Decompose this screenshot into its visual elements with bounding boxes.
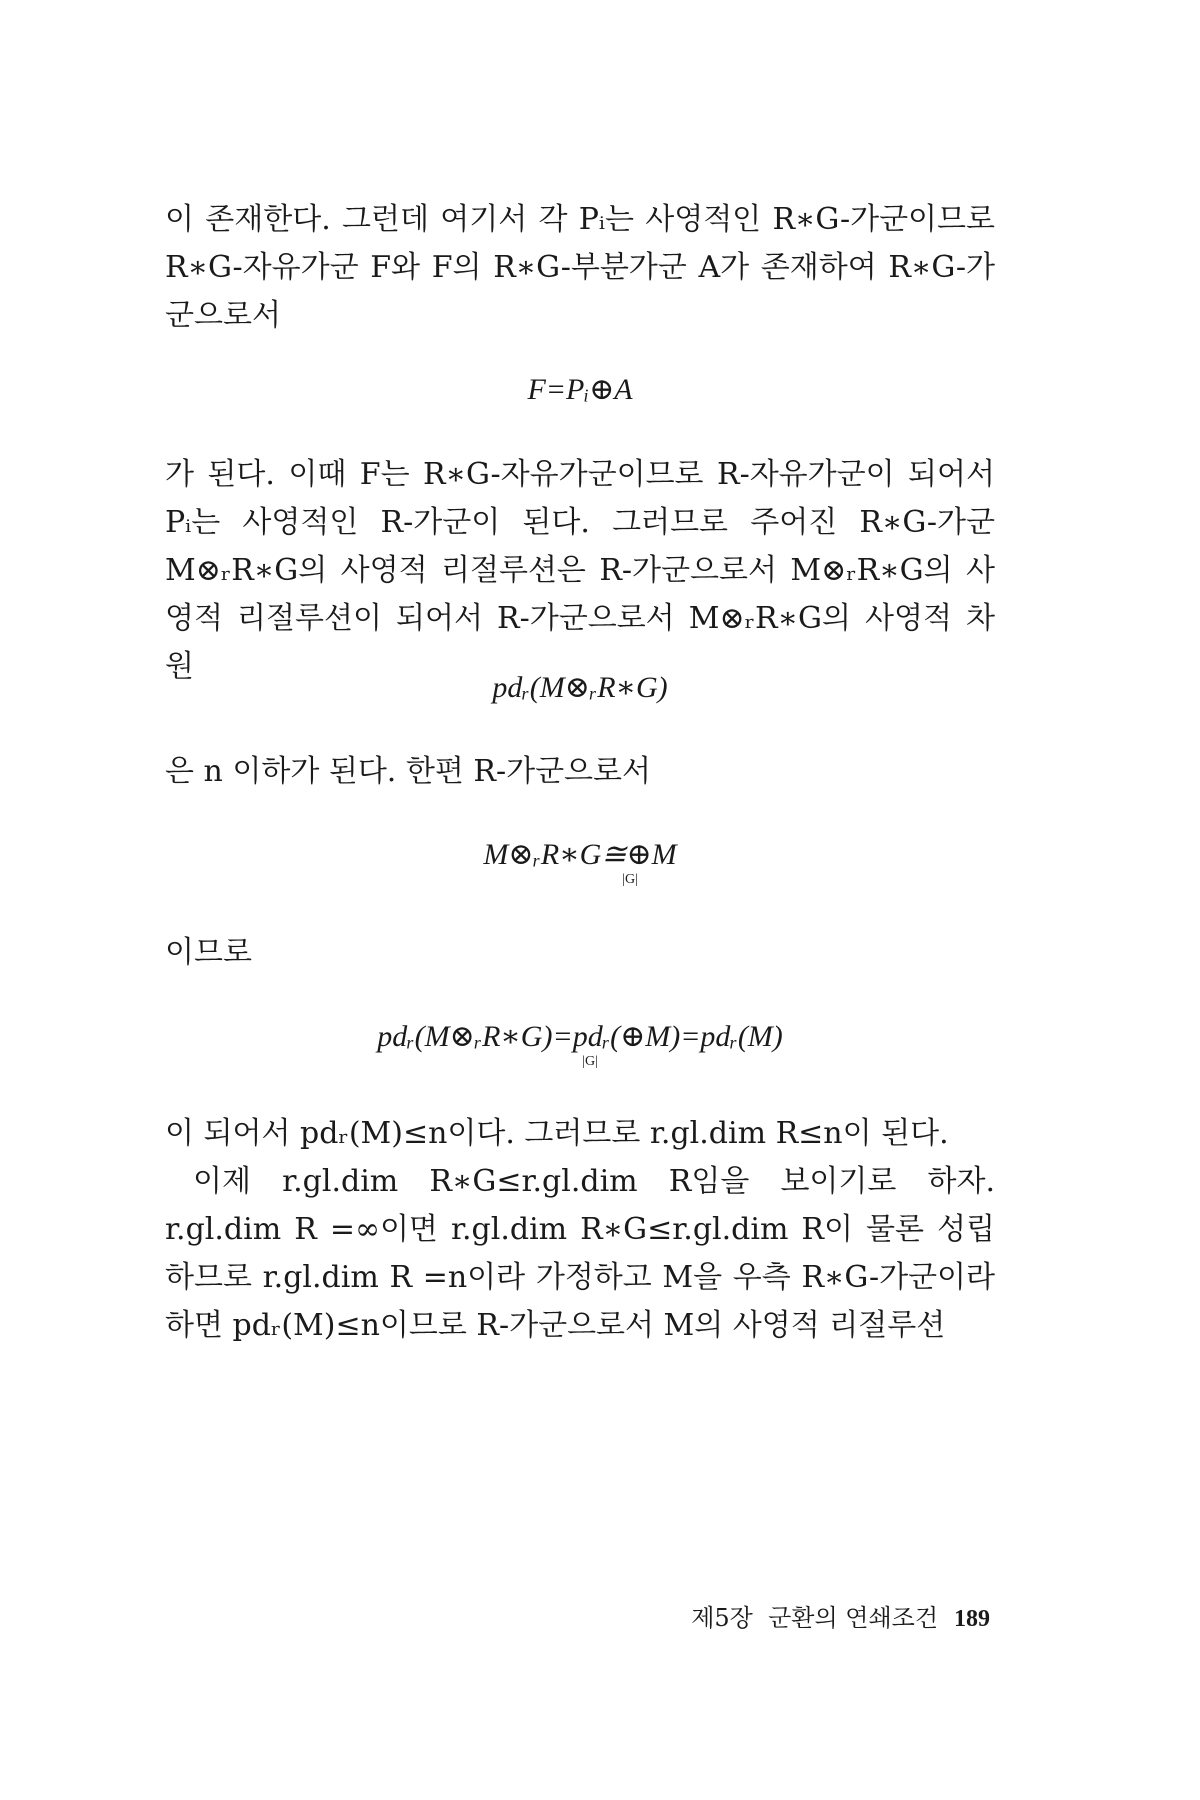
equation-4: pdᵣ(M⊗ᵣR∗G)=pdᵣ(⊕M)=pdᵣ(M) [377, 1020, 783, 1053]
chapter-title: 제5장 군환의 연쇄조건 [691, 1604, 938, 1632]
paragraph-2: 가 된다. 이때 F는 R∗G-자유가군이므로 R-자유가군이 되어서 Pᵢ는 사영적인 R-가군이 된다. 그러므로 주어진 R∗G-가군 M⊗ᵣR∗G의 사영적 리절루션은 R-가군으로서 M⊗ᵣR∗G의 사영적 리절루션이 되어서 R-가군으로서 M⊗ᵣR∗G의 사영적 차원 [165, 457, 995, 684]
page-footer [691, 1598, 990, 1633]
equation-4-subscript: |G| [582, 1054, 598, 1069]
equation-2: pdᵣ(M⊗ᵣR∗G) [492, 671, 668, 704]
equation-1: F=Pᵢ⊕A [527, 373, 633, 406]
page-number: 189 [954, 1606, 990, 1632]
equation-3: M⊗ᵣR∗G≅⊕M [483, 838, 677, 871]
paragraph-4: 이므로 [165, 935, 252, 970]
equation-3-subscript: |G| [622, 872, 638, 887]
paragraph-3: 은 n 이하가 된다. 한편 R-가군으로서 [165, 754, 652, 789]
paragraph-1: 이 존재한다. 그런데 여기서 각 Pᵢ는 사영적인 R∗G-가군이므로 R∗G-자유가군 F와 F의 R∗G-부분가군 A가 존재하여 R∗G-가군으로서 [165, 202, 995, 333]
paragraph-5: 이 되어서 pdᵣ(M)≤n이다. 그러므로 r.gl.dim R≤n이 된다. [165, 1116, 949, 1151]
paragraph-6: 이제 r.gl.dim R∗G≤r.gl.dim R임을 보이기로 하자. r.gl.dim R =∞이면 r.gl.dim R∗G≤r.gl.dim R이 물론 성립하므로 r.gl.dim R =n이라 가정하고 M을 우측 R∗G-가군이라 하면 pdᵣ(M)≤n이므로 R-가군으로서 M의 사영적 리절루션 [165, 1164, 995, 1343]
